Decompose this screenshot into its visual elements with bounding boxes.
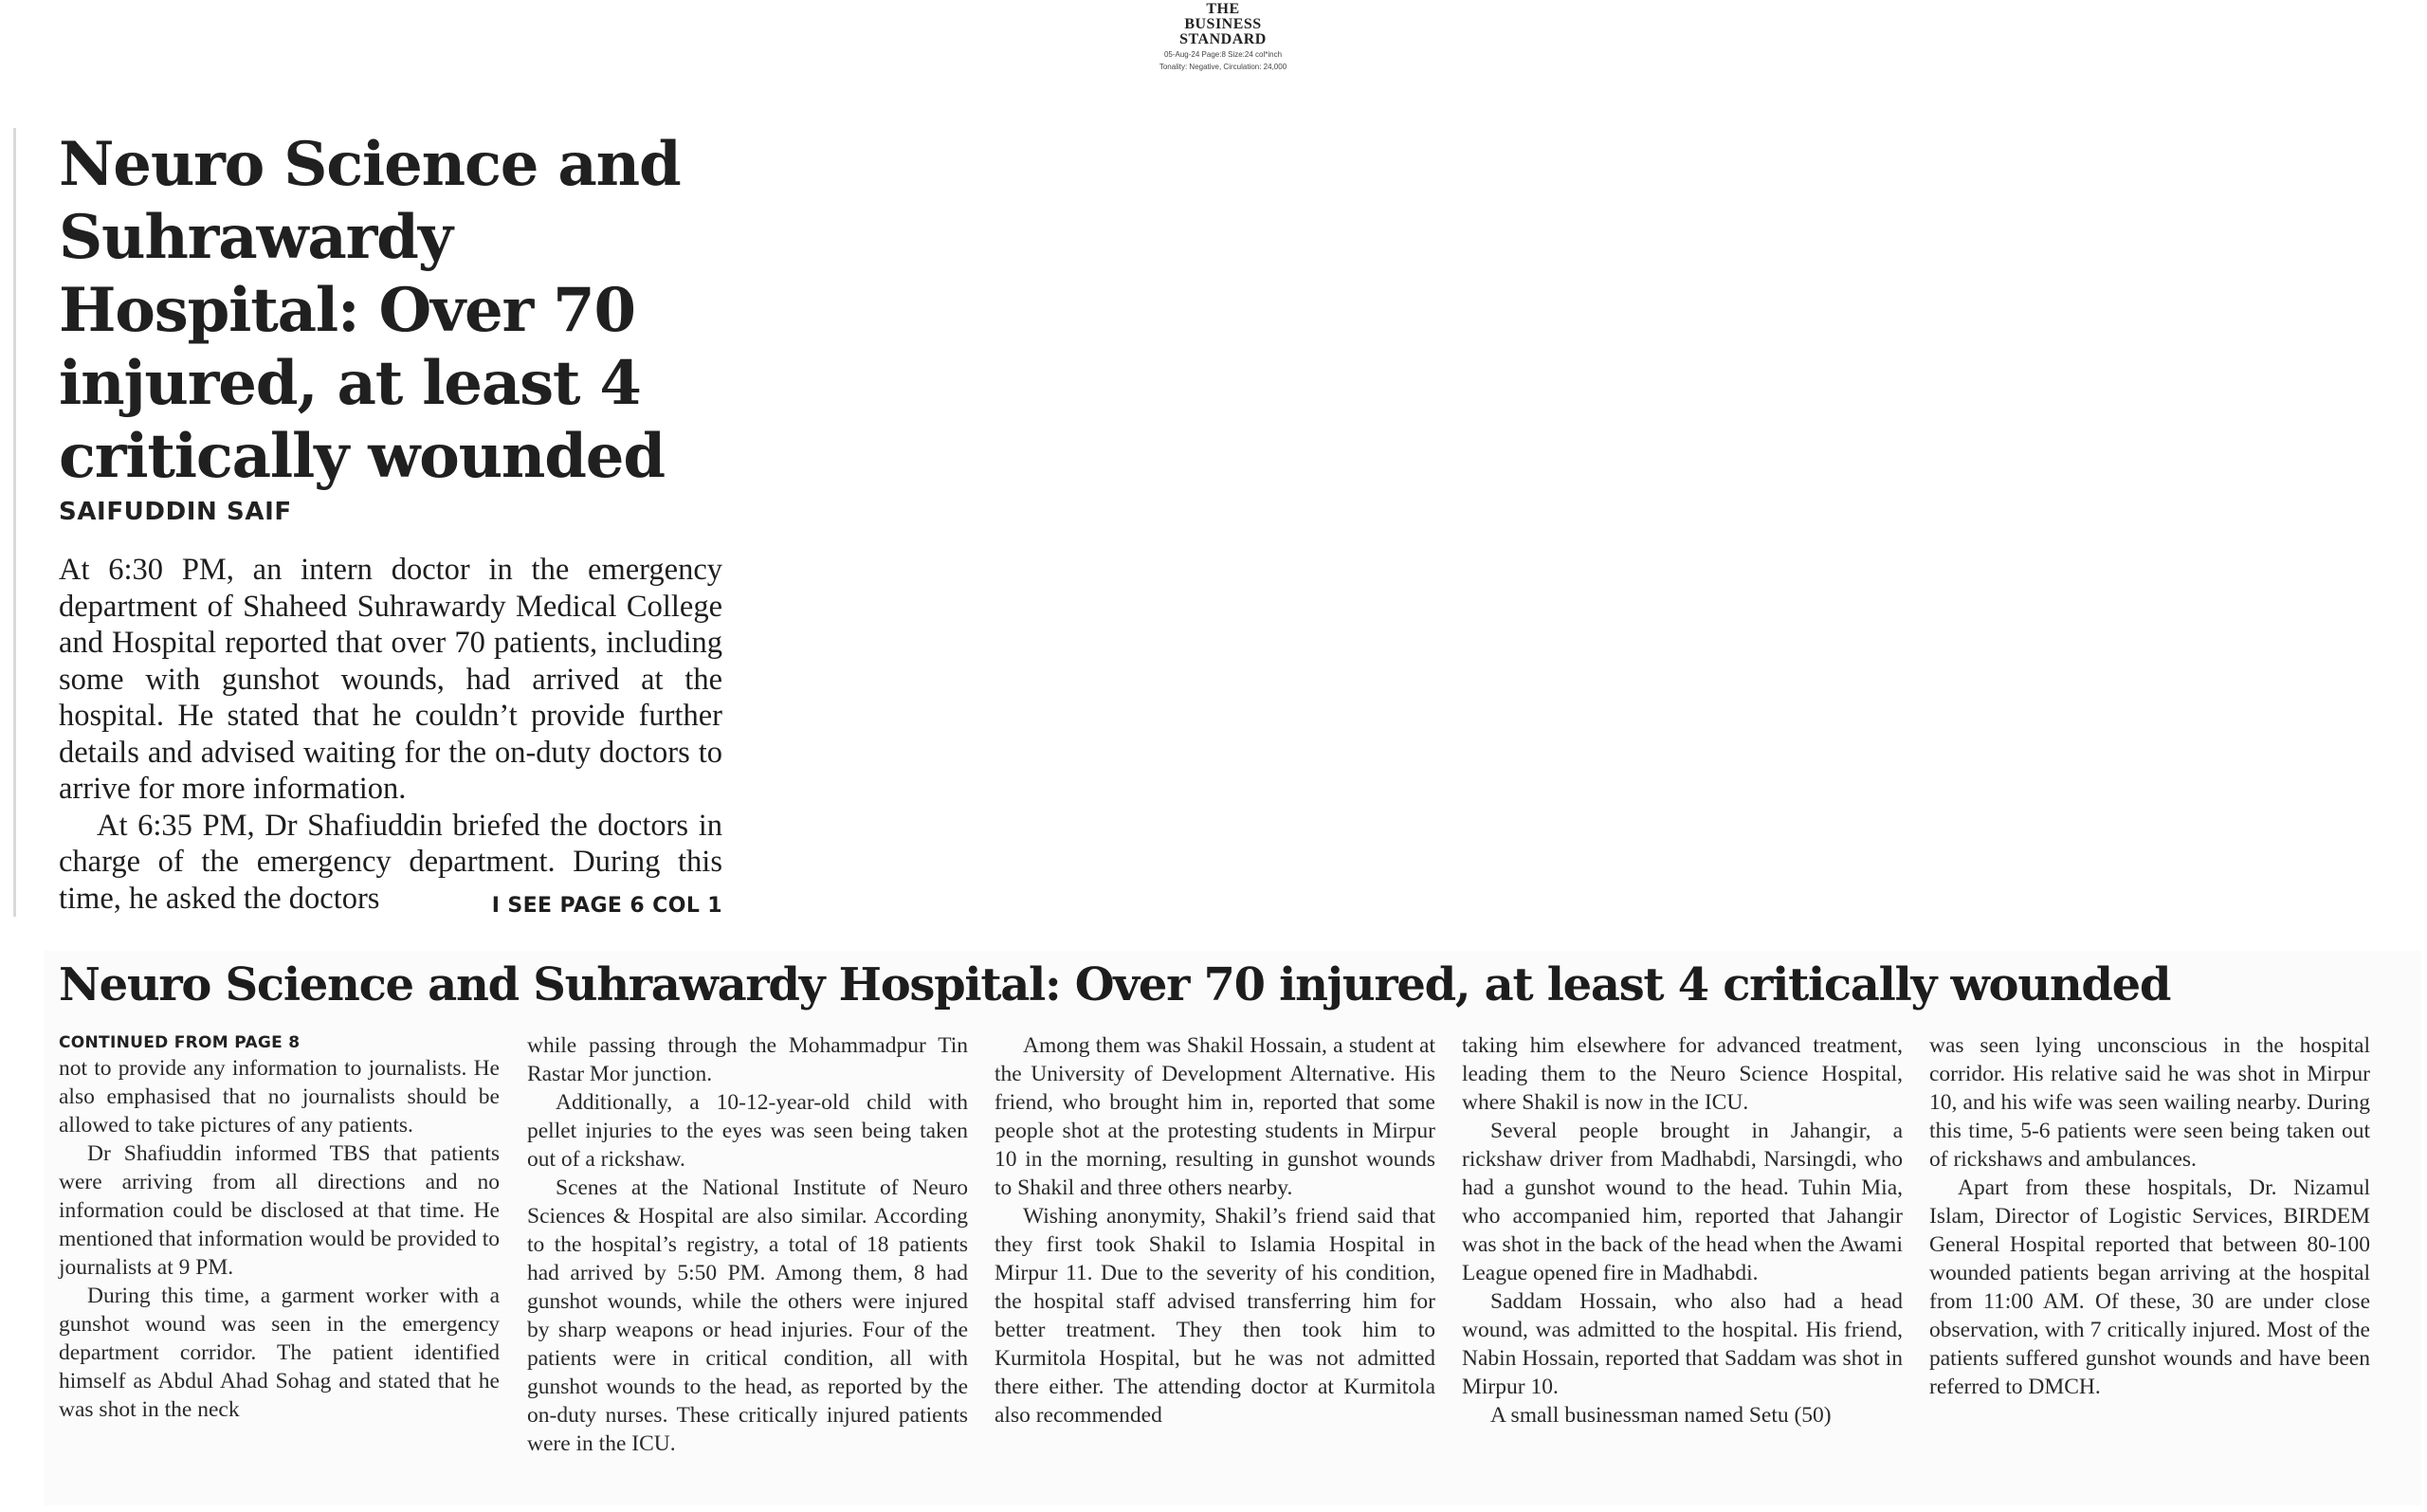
column-4 bbox=[1462, 1031, 1903, 1430]
column-3 bbox=[995, 1031, 1435, 1430]
article-paragraph-2-text: At 6:35 PM, Dr Shafiuddin briefed the doctors in charge of the emergency department. During this time, he asked the doctors bbox=[59, 808, 722, 916]
column-1-paragraph: Dr Shafiuddin informed TBS that patients were arriving from all directions and no information could be disclosed at that time. He mentioned that information would be provided to journalists at 9 PM. bbox=[59, 1141, 500, 1280]
column-4-paragraph: Several people brought in Jahangir, a rickshaw driver from Madhabdi, Narsingdi, who had a gunshot wound to the head. Tuhin Mia, who accompanied him, reported that Jahangir was shot in the back of the head when the Awami League opened fire in Madhabdi. bbox=[1462, 1119, 1903, 1285]
column-3-paragraph: Wishing anonymity, Shakil’s friend said that they first took Shakil to Islamia Hospital in Mirpur 11. Due to the severity of his condition, the hospital staff advised transferring him for better treatment. They then took him to Kurmitola Hospital, but he was not admitted there either. The attending doctor at Kurmitola also recommended bbox=[995, 1204, 1435, 1428]
clipping-meta-1: 05-Aug-24 Page:8 Size:24 col*inch bbox=[1163, 50, 1283, 59]
masthead-line-3: STANDARD bbox=[1179, 31, 1267, 47]
article-paragraph-1: At 6:30 PM, an intern doctor in the emergency department of Shaheed Suhrawardy Medical College and Hospital reported that over 70 patients, including some with gunshot wounds, had arrived at the hospital. He stated that he couldn’t provide further details and advised waiting for the on-duty doctors to arrive for more information. bbox=[59, 553, 722, 806]
front-page-clipping bbox=[13, 128, 722, 917]
column-1-paragraph: During this time, a garment worker with a gunshot wound was seen in the emergency department corridor. The patient identified himself as Abdul Ahad Sohag and stated that he was shot in the neck bbox=[59, 1284, 500, 1422]
column-1-paragraph: not to provide any information to journalists. He also emphasised that no journalists should be allowed to take pictures of any patients. bbox=[59, 1056, 500, 1138]
column-3-paragraph: Among them was Shakil Hossain, a student at the University of Development Alternative. His friend, who brought him in, reported that some people shot at the protesting students in Mirpur 10 in the morning, resulting in gunshot wounds to Shakil and three others nearby. bbox=[995, 1033, 1435, 1200]
column-5-paragraph: Apart from these hospitals, Dr. Nizamul Islam, Director of Logistic Services, BIRDEM General Hospital reported that between 80-100 wounded patients began arriving at the hospital from 11:00 AM. Of these, 30 are under close observation, with 7 critically injured. Most of the patients suffered gunshot wounds and have been referred to DMCH. bbox=[1929, 1175, 2370, 1399]
column-2-paragraph: while passing through the Mohammadpur Tin Rastar Mor junction. bbox=[527, 1033, 968, 1086]
continuation-clipping bbox=[44, 951, 2421, 1505]
column-2-paragraph: Scenes at the National Institute of Neuro Sciences & Hospital are also similar. According to the hospital’s registry, a total of 18 patients had arrived by 5:50 PM. Among them, 8 had gunshot wounds, while the others were injured by sharp weapons or head injuries. Four of the patients were in critical condition, all with gunshot wounds to the head, as reported by the on-duty nurses. These critically injured patients were in the ICU. bbox=[527, 1175, 968, 1456]
column-4-paragraph: A small businessman named Setu (50) bbox=[1490, 1403, 1832, 1428]
article-headline: Neuro Science and Suhrawardy Hospital: Over 70 injured, at least 4 critically wounded bbox=[59, 129, 681, 492]
article-byline: SAIFUDDIN SAIF bbox=[59, 498, 292, 526]
masthead-line-1: THE bbox=[1206, 1, 1240, 17]
continuation-headline: Neuro Science and Suhrawardy Hospital: Over 70 injured, at least 4 critically wounded bbox=[59, 958, 2171, 1011]
masthead bbox=[1128, 2, 1318, 72]
column-5 bbox=[1929, 1031, 2370, 1401]
column-4-paragraph: Saddam Hossain, who also had a head wound, was admitted to the hospital. His friend, Nabin Hossain, reported that Saddam was shot in Mirpur 10. bbox=[1462, 1289, 1903, 1399]
article-paragraph-2 bbox=[59, 808, 722, 918]
masthead-line-2: BUSINESS bbox=[1184, 16, 1262, 32]
column-2-paragraph: Additionally, a 10-12-year-old child with pellet injuries to the eyes was seen being taken out of a rickshaw. bbox=[527, 1090, 968, 1172]
column-1 bbox=[59, 1031, 500, 1424]
continued-from-label: CONTINUED FROM PAGE 8 bbox=[59, 1033, 301, 1052]
clipping-meta-2: Tonality: Negative, Circulation: 24,000 bbox=[1159, 63, 1287, 71]
column-5-paragraph: was seen lying unconscious in the hospital corridor. His relative said he was shot in Mirpur 10, and his wife was seen wailing nearby. During this time, 5-6 patients were seen being taken out of rickshaws and ambulances. bbox=[1929, 1033, 2370, 1172]
column-4-paragraph: taking him elsewhere for advanced treatment, leading them to the Neuro Science Hospital, where Shakil is now in the ICU. bbox=[1462, 1033, 1903, 1115]
see-page-jump: I SEE PAGE 6 COL 1 bbox=[491, 893, 722, 918]
column-2 bbox=[527, 1031, 968, 1458]
article-body bbox=[59, 552, 722, 924]
